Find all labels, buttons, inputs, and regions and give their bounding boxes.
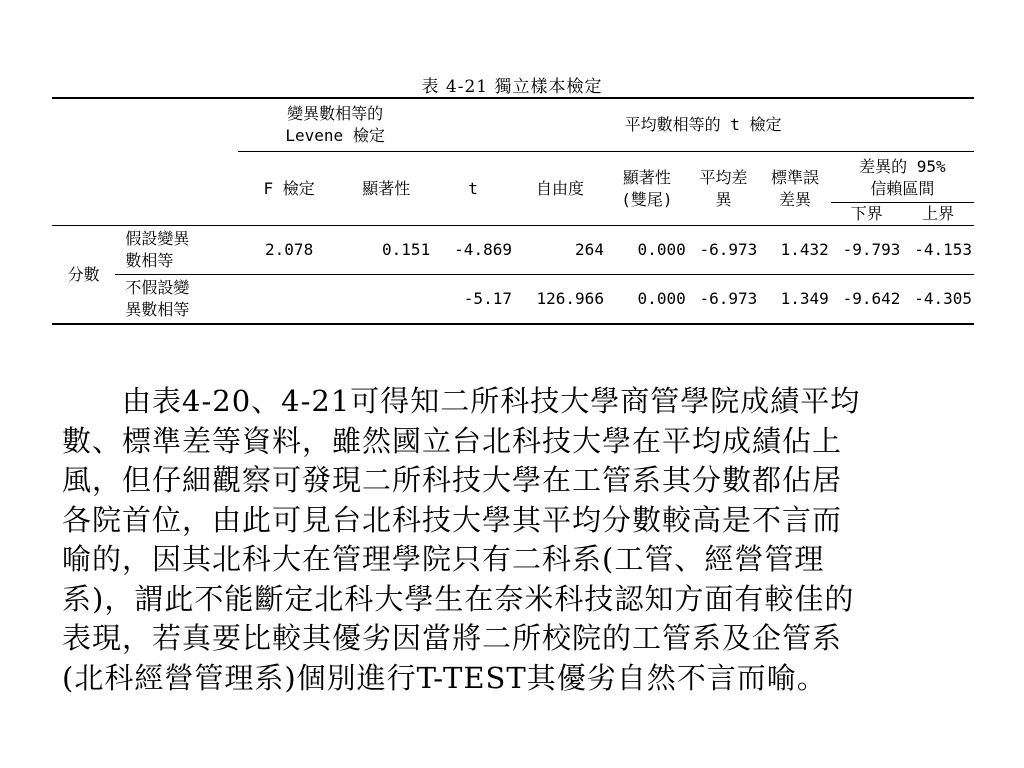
cell-df: 264: [514, 226, 606, 275]
cell-upper: -4.153: [902, 226, 974, 275]
paragraph-line: 風，但仔細觀察可發現二所科技大學在工管系其分數都佔居: [62, 463, 843, 497]
independent-samples-test-table: [52, 97, 974, 325]
cell-sig: [340, 275, 432, 325]
paragraph-line: 數、標準差等資料，雖然國立台北科技大學在平均成績佔上: [62, 423, 843, 458]
col-upper: 上界: [902, 203, 974, 226]
col-t: t: [432, 152, 514, 226]
col-lower: 下界: [831, 203, 903, 226]
cell-t: -5.17: [432, 275, 514, 325]
cell-lower: -9.642: [831, 275, 903, 325]
row-group-label: 分數: [52, 226, 115, 325]
cell-df: 126.966: [514, 275, 606, 325]
cell-t: -4.869: [432, 226, 514, 275]
table-row: [52, 226, 974, 275]
cell-mean-diff: -6.973: [688, 275, 760, 325]
col-f: F 檢定: [238, 152, 340, 226]
paragraph-line: (北科經營管理系)個別進行T-TEST其優劣自然不言而喻。: [62, 660, 827, 695]
paragraph-line: 系)，謂此不能斷定北科大學生在奈米科技認知方面有較佳的: [62, 581, 855, 616]
table-row: [52, 275, 974, 325]
cell-f: [238, 275, 340, 325]
header-blank: [52, 98, 238, 226]
col-ci: 差異的 95% 信賴區間: [831, 152, 974, 203]
cell-lower: -9.793: [831, 226, 903, 275]
cell-sig: 0.151: [340, 226, 432, 275]
table-caption: 表 4-21 獨立樣本檢定: [421, 77, 603, 97]
cell-se-diff: 1.349: [759, 275, 831, 325]
row-label: 假設變異 數相等: [115, 226, 238, 275]
col-sig-two-tailed: 顯著性 (雙尾): [606, 152, 688, 226]
paragraph-line: 由表4-20、4-21可得知二所科技大學商管學院成績平均: [62, 384, 861, 418]
levene-group-header: 變異數相等的 Levene 檢定: [238, 98, 432, 152]
ttest-group-header: 平均數相等的 t 檢定: [432, 98, 974, 152]
cell-upper: -4.305: [902, 275, 974, 325]
cell-sig2: 0.000: [606, 226, 688, 275]
row-label: 不假設變 異數相等: [115, 275, 238, 325]
col-mean-diff: 平均差 異: [688, 152, 760, 226]
paragraph-line: 各院首位，由此可見台北科技大學其平均分數較高是不言而: [62, 502, 843, 537]
paragraph-line: 喻的，因其北科大在管理學院只有二科系(工管、經營管理: [62, 542, 825, 576]
cell-sig2: 0.000: [606, 275, 688, 325]
col-df: 自由度: [514, 152, 606, 226]
body-paragraph: [62, 382, 962, 698]
cell-f: 2.078: [238, 226, 340, 275]
cell-mean-diff: -6.973: [688, 226, 760, 275]
cell-se-diff: 1.432: [759, 226, 831, 275]
col-se-diff: 標準誤 差異: [759, 152, 831, 226]
paragraph-line: 表現，若真要比較其優劣因當將二所校院的工管系及企管系: [62, 621, 843, 655]
col-sig: 顯著性: [340, 152, 432, 226]
